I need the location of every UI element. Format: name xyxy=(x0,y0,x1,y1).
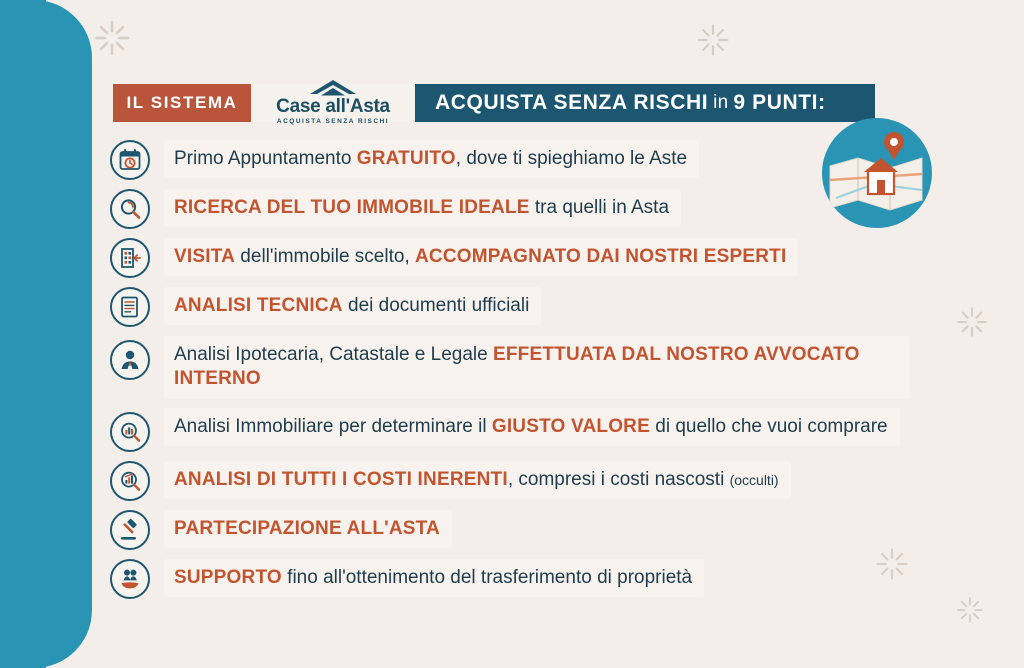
list-item[interactable] xyxy=(110,336,910,399)
step-text-part: , compresi i costi nascosti xyxy=(507,468,730,490)
step-text-highlight: ACCOMPAGNATO DAI NOSTRI ESPERTI xyxy=(415,246,787,267)
document-analysis-icon xyxy=(110,287,150,327)
list-item[interactable] xyxy=(110,559,910,599)
list-item[interactable] xyxy=(110,461,910,501)
step-text-part: tra quelli in Asta xyxy=(529,197,670,218)
list-item[interactable] xyxy=(110,287,910,327)
step-text-part: , dove ti spieghiamo le Aste xyxy=(455,148,688,169)
step-text-highlight: ANALISI TECNICA xyxy=(174,295,343,316)
step-text-highlight: VISITA xyxy=(174,246,236,267)
step-text-highlight: ANALISI DI TUTTI I COSTI INERENTI xyxy=(174,468,508,490)
brand-logo xyxy=(251,84,415,125)
brand-tagline: ACQUISTA SENZA RISCHI xyxy=(276,118,390,125)
step-text-part: Analisi Immobiliare per determinare il xyxy=(174,415,492,437)
step-text-part: Analisi Ipotecaria, Catastale e Legale xyxy=(174,344,493,365)
header-title-in: in xyxy=(713,92,729,113)
list-item[interactable] xyxy=(110,140,910,180)
step-text-part: di quello che vuoi comprare xyxy=(649,415,888,437)
header-bar xyxy=(113,84,875,125)
header-title-points: 9 PUNTI: xyxy=(733,91,826,114)
step-text-highlight: EFFETTUATA DAL NOSTRO AVVOCATO INTERNO xyxy=(174,344,860,390)
step-text-highlight: GRATUITO xyxy=(356,148,456,169)
list-item-text xyxy=(164,238,798,276)
sparkle-icon xyxy=(955,595,985,625)
list-item[interactable] xyxy=(110,189,910,229)
building-visit-icon xyxy=(110,238,150,278)
list-item[interactable] xyxy=(110,510,910,550)
list-item-text xyxy=(164,559,704,597)
step-text-part: Primo Appuntamento xyxy=(174,148,357,169)
sparkle-icon xyxy=(955,305,989,339)
magnifier-icon xyxy=(110,189,150,229)
step-text-highlight: RICERCA DEL TUO IMMOBILE IDEALE xyxy=(174,197,530,218)
list-item[interactable] xyxy=(110,408,910,452)
list-item-text xyxy=(164,461,791,499)
brand-name: Case all'Asta xyxy=(276,96,390,117)
list-item-text xyxy=(164,336,910,399)
chart-magnifier-icon xyxy=(110,412,150,452)
calendar-clock-icon xyxy=(110,140,150,180)
list-item-text xyxy=(164,510,452,548)
header-sistema-label: IL SISTEMA xyxy=(113,84,251,122)
step-text-highlight: SUPPORTO xyxy=(174,566,282,588)
sparkle-icon xyxy=(695,22,731,58)
steps-list xyxy=(110,140,910,608)
sparkle-icon xyxy=(92,18,132,58)
list-item-text xyxy=(164,408,900,446)
step-text-part: dei documenti ufficiali xyxy=(342,295,530,316)
step-text-note: (occulti) xyxy=(729,471,779,488)
step-text-highlight: GIUSTO VALORE xyxy=(491,415,650,437)
left-accent-panel-edge xyxy=(0,0,46,668)
list-item-text xyxy=(164,189,681,227)
list-item-text xyxy=(164,140,699,178)
header-title xyxy=(415,84,875,122)
support-hands-icon xyxy=(110,559,150,599)
list-item[interactable] xyxy=(110,238,910,278)
lawyer-icon xyxy=(110,340,150,380)
costs-magnifier-icon xyxy=(110,461,150,501)
gavel-icon xyxy=(110,510,150,550)
list-item-text xyxy=(164,287,541,325)
step-text-part: fino all'ottenimento del trasferimento di proprietà xyxy=(281,566,693,588)
step-text-highlight: PARTECIPAZIONE ALL'ASTA xyxy=(174,517,440,539)
header-title-main: ACQUISTA SENZA RISCHI xyxy=(435,91,709,114)
step-text-part: dell'immobile scelto, xyxy=(235,246,416,267)
